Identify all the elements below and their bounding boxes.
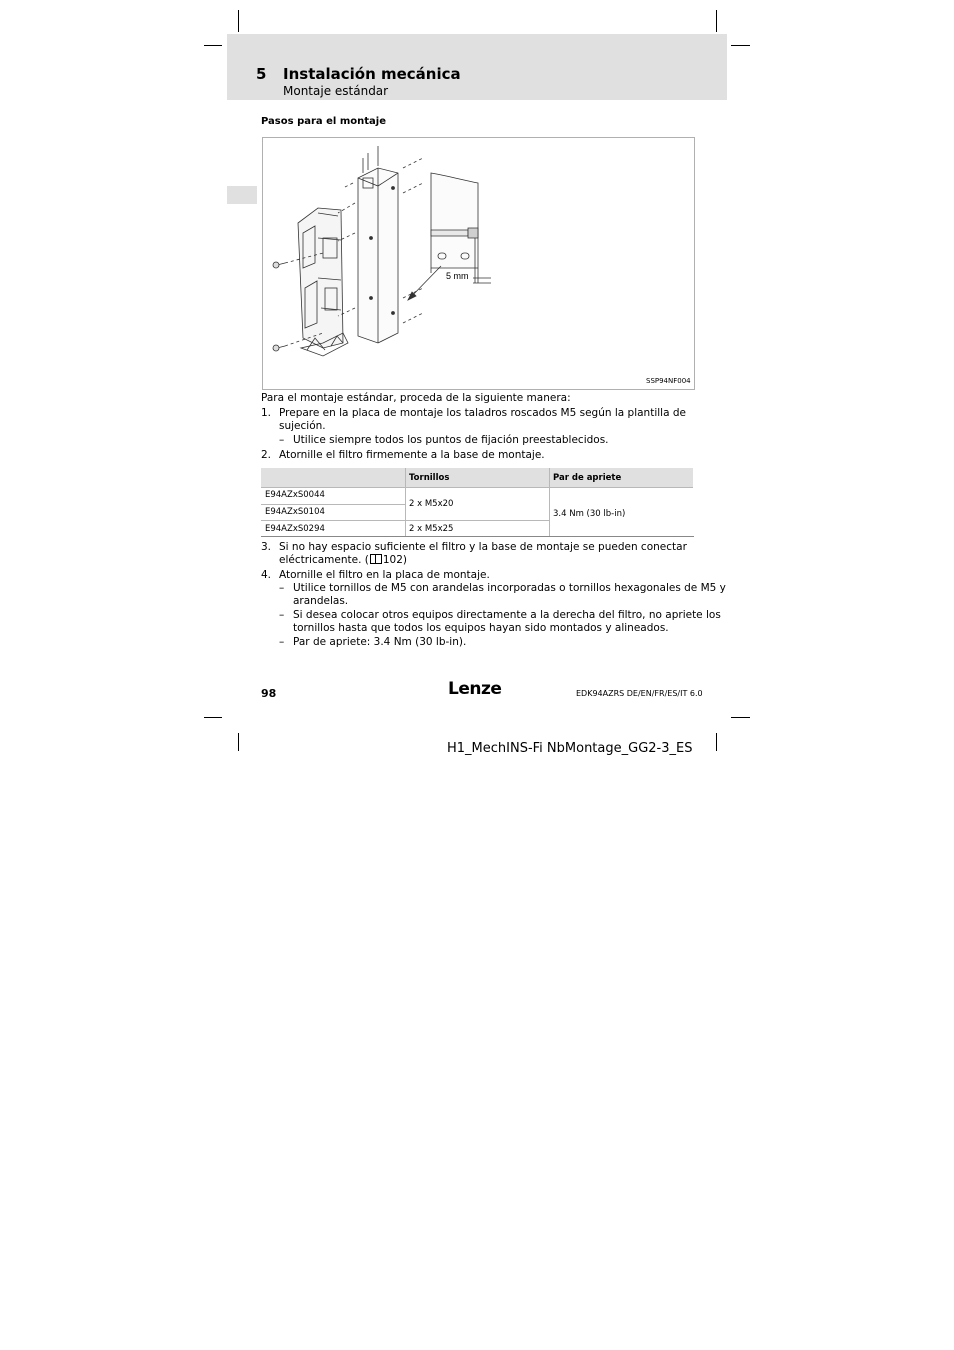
crop-mark bbox=[238, 733, 239, 751]
figure-code: SSP94NF004 bbox=[646, 377, 691, 385]
chapter-subtitle: Montaje estándar bbox=[283, 84, 389, 98]
crop-mark bbox=[716, 10, 717, 32]
book-icon bbox=[370, 554, 382, 564]
chapter-number: 5 bbox=[256, 65, 267, 83]
chapter-title: Instalación mecánica bbox=[283, 65, 461, 83]
crop-mark bbox=[731, 45, 750, 46]
table-header-screws: Tornillos bbox=[409, 473, 450, 483]
step-number: 3. bbox=[261, 541, 272, 553]
crop-mark bbox=[204, 717, 222, 718]
crop-mark bbox=[731, 717, 750, 718]
dash-bullet: – bbox=[279, 636, 285, 648]
table-header-torque: Par de apriete bbox=[553, 473, 622, 483]
brand-logo: Lenze bbox=[448, 679, 502, 699]
job-identifier: H1_MechINS-Fi NbMontage_GG2-3_ES bbox=[447, 741, 693, 756]
step-4-subitem-1-line-2: arandelas. bbox=[293, 595, 349, 607]
step-number: 2. bbox=[261, 449, 272, 461]
chapter-tab-marker bbox=[227, 186, 257, 204]
table-header-row bbox=[261, 468, 693, 487]
dash-bullet: – bbox=[279, 582, 285, 594]
dash-bullet: – bbox=[279, 609, 285, 621]
table-cell-model: E94AZxS0294 bbox=[265, 524, 325, 534]
step-number: 4. bbox=[261, 569, 272, 581]
page-reference-link[interactable]: 102) bbox=[382, 554, 408, 566]
table-cell-torque: 3.4 Nm (30 lb-in) bbox=[553, 509, 626, 519]
dimension-label: 5 mm bbox=[446, 271, 469, 281]
table-cell-model: E94AZxS0044 bbox=[265, 490, 325, 500]
table-cell-model: E94AZxS0104 bbox=[265, 507, 325, 517]
step-4-subitem-2-line-2: tornillos hasta que todos los equipos hayan sido montados y alineados. bbox=[293, 622, 669, 634]
mounting-figure bbox=[262, 137, 695, 390]
table-cell-screws: 2 x M5x20 bbox=[409, 499, 454, 509]
crop-mark bbox=[716, 733, 717, 751]
page-number: 98 bbox=[261, 687, 277, 700]
step-4-subitem-2-line-1: Si desea colocar otros equipos directamente a la derecha del filtro, no apriete los bbox=[293, 609, 721, 621]
table-cell-screws: 2 x M5x25 bbox=[409, 524, 454, 534]
step-3-text-line-2 bbox=[279, 554, 407, 567]
step-4-subitem-1-line-1: Utilice tornillos de M5 con arandelas incorporadas o tornillos hexagonales de M5 y bbox=[293, 582, 726, 594]
steps-intro: Para el montaje estándar, proceda de la siguiente manera: bbox=[261, 392, 571, 404]
document-id: EDK94AZRS DE/EN/FR/ES/IT 6.0 bbox=[576, 689, 703, 698]
step-1-text-line-1: Prepare en la placa de montaje los taladros roscados M5 según la plantilla de bbox=[279, 407, 686, 419]
mounting-illustration bbox=[263, 138, 694, 389]
section-heading: Pasos para el montaje bbox=[261, 116, 386, 127]
step-3-text-line-1: Si no hay espacio suficiente el filtro y la base de montaje se pueden conectar bbox=[279, 541, 687, 553]
step-3-text: eléctricamente. ( bbox=[279, 554, 369, 566]
step-1-subitem: Utilice siempre todos los puntos de fijación preestablecidos. bbox=[293, 434, 609, 446]
step-number: 1. bbox=[261, 407, 272, 419]
crop-mark bbox=[238, 10, 239, 32]
step-1-text-line-2: sujeción. bbox=[279, 420, 326, 432]
step-2-text: Atornille el filtro firmemente a la base de montaje. bbox=[279, 449, 545, 461]
crop-mark bbox=[204, 45, 222, 46]
step-4-subitem-3: Par de apriete: 3.4 Nm (30 lb-in). bbox=[293, 636, 467, 648]
step-4-text: Atornille el filtro en la placa de montaje. bbox=[279, 569, 490, 581]
dash-bullet: – bbox=[279, 434, 285, 446]
